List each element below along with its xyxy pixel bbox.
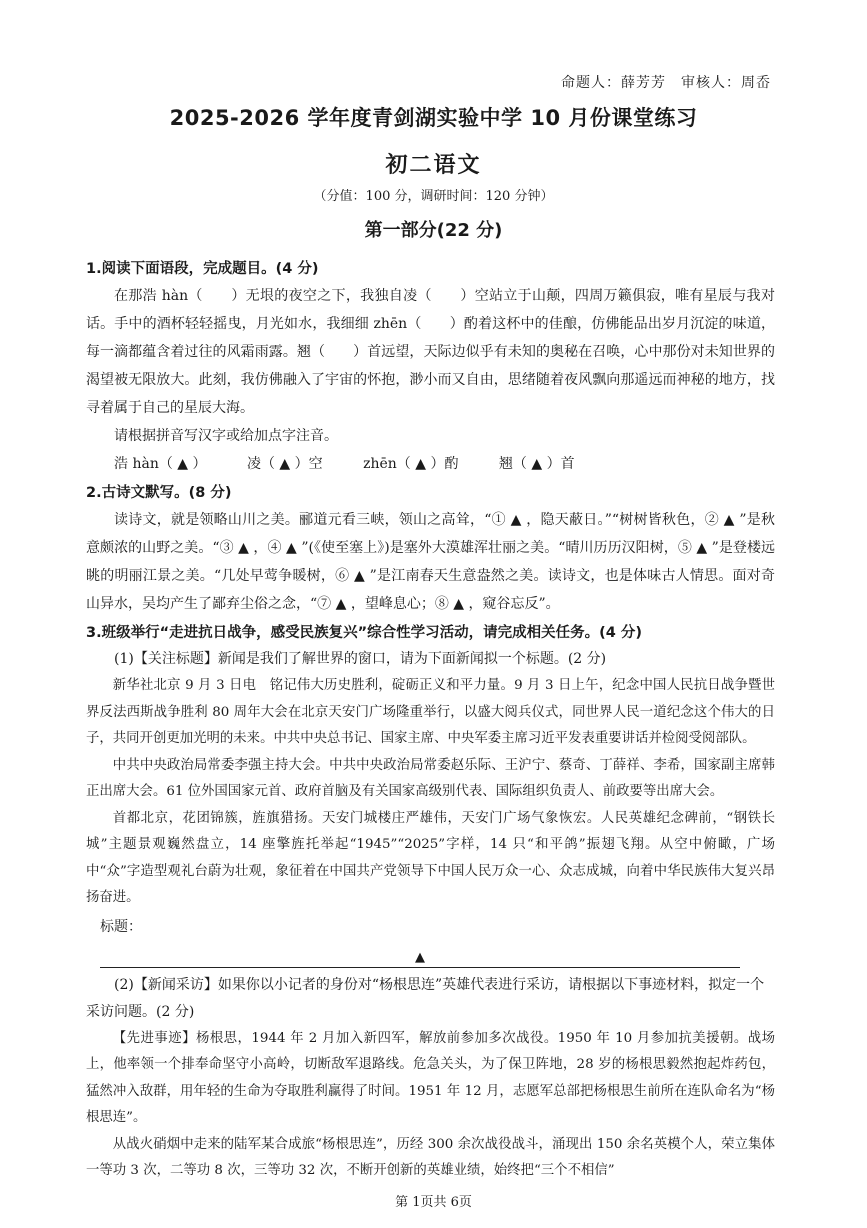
deeds-paragraph: 从战火硝烟中走来的陆军某合成旅“杨根思连”，历经 300 余次战役战斗，涌现出 150 余名英模个人，荣立集体一等功 3 次，二等功 8 次，三等功 32 次，不断开创新的英雄业绩，始终把“三个不相信” [86,1136,775,1178]
creators-line: 命题人：薛芳芳 审核人：周岙 [561,75,771,91]
question-3-heading: 3.班级举行“走进抗日战争，感受民族复兴”综合性学习活动，请完成相关任务。(4 分) [86,625,643,641]
question-3-sub-1: (1)【关注标题】新闻是我们了解世界的窗口，请为下面新闻拟一个标题。(2 分) [114,651,607,667]
exam-title: 2025-2026 学年度青剑湖实验中学 10 月份课堂练习 [169,106,698,130]
headline-label: 标题： [100,918,142,935]
news-paragraph: 新华社北京 9 月 3 日电 铭记伟大历史胜利，碇砺正义和平力量。9 月 3 日上午，纪念中国人民抗日战争暨世界反法西斯战争胜利 80 周年大会在北京天安门广场隆重举行，以盛大阅兵仪式，同世界人民一道纪念这个伟大的日子，共同开创更加光明的未来。中共中央总书记、国家主席、中央军委主席习近平发表重要讲话并检阅受阅部队。 [86,678,775,746]
page-number: 第 1页共 6页 [395,1195,472,1210]
headline-answer-line [86,912,775,972]
part-title: 第一部分(22 分) [364,220,503,241]
pinyin-item[interactable]: 浩 hàn（ ▲ ） [114,456,207,472]
question-2 [86,480,775,618]
question-1-passage: 在那浩 hàn（ ）无垠的夜空之下，我独自凌（ ）空站立于山颠，四周万籁俱寂，唯有星辰与我对话。手中的酒杯轻轻摇曳，月光如水，我细细 zhēn（ ）酌着这杯中的佳酿，仿佛能品出岁月沉淀的味道，每一滴都蕴含着过往的风霜雨露。翘（ ）首远望，天际边似乎有未知的奥秘在召唤，心中那份对未知世界的渴望被无限放大。此刻，我仿佛融入了宇宙的怀抱，渺小而又自由，思绪随着夜风飘向那遥远而神秘的地方，找寻着属于自己的星辰大海。 [86,288,775,416]
question-3 [86,620,775,1185]
questions-body [86,254,775,1185]
news-paragraph: 中共中央政治局常委李强主持大会。中共中央政治局常委赵乐际、王沪宁、蔡奇、丁薛祥、李希，国家副主席韩正出席大会。61 位外国国家元首、政府首脑及有关国家高级别代表、国际组织负责人、前政要等出席大会。 [86,757,775,799]
question-1-heading: 1.阅读下面语段，完成题目。(4 分) [86,261,319,277]
question-1 [86,256,775,478]
news-paragraph: 首都北京，花团锦簇，旌旗猎扬。天安门城楼庄严雄伟，天安门广场气象恢宏。人民英雄纪念碑前，“钢铁长城”主题景观巍然盘立，14 座擎旌托举起“1945”“2025”字样，14 只“和平鸽”振翅飞翔。从空中俯瞰，广场中“众”字造型观礼台蔚为壮观，象征着在中国共产党领导下中国人民万众一心、众志成城，向着中华民族伟大复兴昂扬奋进。 [86,810,775,905]
pinyin-item[interactable]: zhēn（ ▲ ）酌 [363,456,459,472]
exam-info: （分值：100 分，调研时间：120 分钟） [313,189,554,204]
headline-input[interactable] [100,948,740,968]
question-2-heading: 2.古诗文默写。(8 分) [86,485,232,501]
question-3-sub-2: (2)【新闻采访】如果你以小记者的身份对“杨根思连”英雄代表进行采访，请根据以下事迹材料，拟定一个采访问题。(2 分) [86,976,765,1020]
pinyin-item[interactable]: 凌（ ▲ ）空 [246,456,323,472]
question-2-passage: 读诗文，就是领略山川之美。郦道元看三峡，领山之高耸，“① ▲ ，隐天蔽日。”“树树皆秋色，② ▲ ”是秋意颇浓的山野之美。“③ ▲ ，④ ▲ ”(《使至塞上》)是塞外大漠雄浑壮丽之美。“晴川历历汉阳树，⑤ ▲ ”是登楼远眺的明丽江景之美。“几处早莺争暖树，⑥ ▲ ”是江南春天生意盎然之美。读诗文，也是体味古人情思。面对奇山异水，吴均产生了鄙弃尘俗之念，“⑦ ▲ ，望峰息心；⑧ ▲ ，窥谷忘反”。 [86,512,775,612]
pinyin-answer-row [86,450,775,478]
deeds-paragraph: 【先进事迹】杨根思，1944 年 2 月加入新四军，解放前参加多次战役。1950 年 10 月参加抗美援朝。战场上，他率领一个排奉命坚守小高岭，切断敌军退路线。危急关头，为了保卫阵地，28 岁的杨根思毅然抱起炸药包，猛然冲入敌群，用年轻的生命为夺取胜利赢得了时间。1951 年 12 月，志愿军总部把杨根思生前所在连队命名为“杨根思连”。 [86,1030,775,1125]
subject-title: 初二语文 [385,153,482,178]
question-1-instruction: 请根据拼音写汉字或给加点字注音。 [114,428,338,444]
pinyin-item[interactable]: 翘（ ▲ ）首 [498,456,575,472]
answer-marker: ▲ [415,949,425,965]
